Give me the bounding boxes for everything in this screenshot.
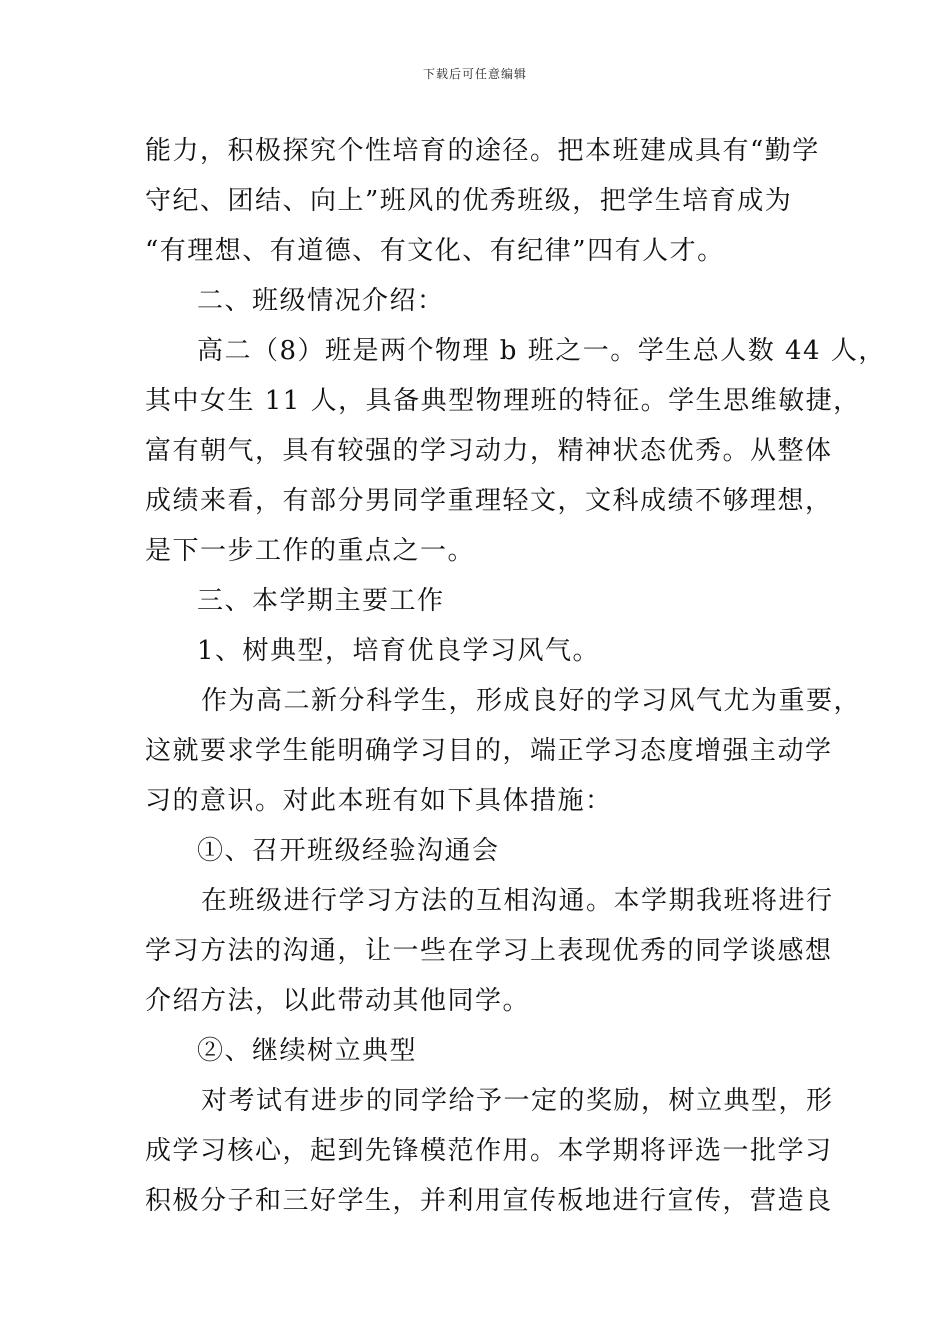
subsection-heading: ②、继续树立典型 xyxy=(197,1036,418,1066)
text-line: 作为高二新分科学生，形成良好的学习风气尤为重要， xyxy=(201,686,862,716)
text-line: 富有朝气，具有较强的学习动力，精神状态优秀。从整体 xyxy=(145,436,833,466)
subsection-heading: ①、召开班级经验沟通会 xyxy=(197,836,500,866)
text-line: 成绩来看，有部分男同学重理轻文，文科成绩不够理想， xyxy=(145,486,833,516)
text-line: 守纪、团结、向上”班风的优秀班级，把学生培育成为 xyxy=(145,186,793,216)
text-line: 这就要求学生能明确学习目的，端正学习态度增强主动学 xyxy=(145,736,833,766)
text-line: 介绍方法，以此带动其他同学。 xyxy=(145,986,531,1016)
section-heading: 三、本学期主要工作 xyxy=(197,586,445,616)
text-line: 对考试有进步的同学给予一定的奖励，树立典型，形 xyxy=(201,1086,834,1116)
text-line: 积极分子和三好学生，并利用宣传板地进行宣传，营造良 xyxy=(145,1186,833,1216)
page-header-note: 下载后可任意编辑 xyxy=(422,67,527,81)
text-line: 是下一步工作的重点之一。 xyxy=(145,536,476,566)
text-line: 高二（8）班是两个物理 b 班之一。学生总人数 44 人， xyxy=(197,336,886,366)
document-body xyxy=(145,126,886,1226)
text-line: 能力，积极探究个性培育的途径。把本班建成具有“勤学 xyxy=(145,136,820,166)
text-line: “有理想、有道德、有文化、有纪律”四有人才。 xyxy=(145,236,725,266)
text-line: 在班级进行学习方法的互相沟通。本学期我班将进行 xyxy=(201,886,834,916)
subsection-heading: 1、树典型，培育优良学习风气。 xyxy=(197,636,601,666)
text-line: 学习方法的沟通，让一些在学习上表现优秀的同学谈感想 xyxy=(145,936,833,966)
text-line: 其中女生 11 人，具备典型物理班的特征。学生思维敏捷， xyxy=(145,386,861,416)
text-line: 成学习核心，起到先锋模范作用。本学期将评选一批学习 xyxy=(145,1136,833,1166)
text-line: 习的意识。对此本班有如下具体措施： xyxy=(145,786,613,816)
section-heading: 二、班级情况介绍： xyxy=(197,286,445,316)
